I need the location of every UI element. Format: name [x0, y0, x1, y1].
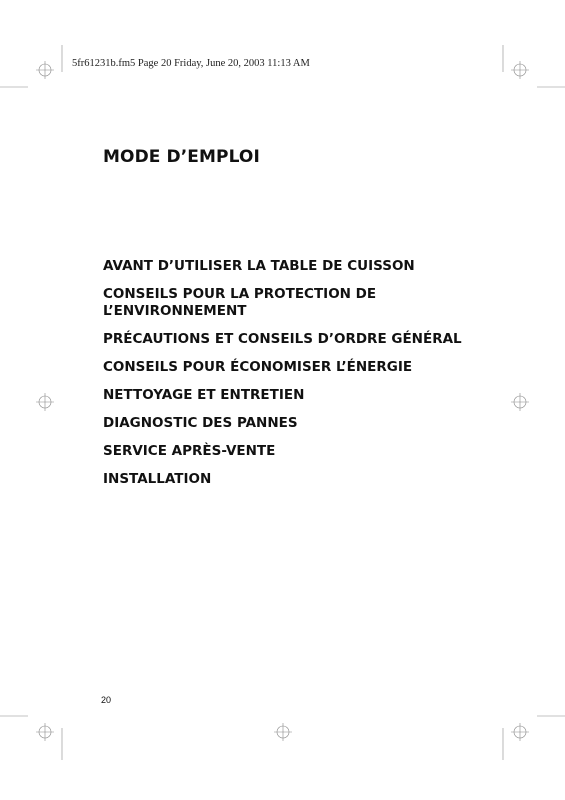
- registration-mark-icon: [36, 723, 54, 741]
- registration-mark-icon: [511, 61, 529, 79]
- toc-item: CONSEILS POUR LA PROTECTION DE L’ENVIRONNEMENT: [103, 286, 377, 319]
- toc-item: DIAGNOSTIC DES PANNES: [103, 415, 298, 431]
- toc-item: CONSEILS POUR ÉCONOMISER L’ÉNERGIE: [103, 359, 413, 375]
- registration-mark-icon: [511, 723, 529, 741]
- table-of-contents: [103, 258, 473, 499]
- page-title: MODE D’EMPLOI: [103, 147, 260, 167]
- toc-item: SERVICE APRÈS-VENTE: [103, 443, 276, 459]
- file-slug-header: 5fr61231b.fm5 Page 20 Friday, June 20, 2003 11:13 AM: [72, 58, 310, 69]
- registration-mark-icon: [36, 61, 54, 79]
- toc-item: AVANT D’UTILISER LA TABLE DE CUISSON: [103, 258, 415, 274]
- registration-mark-icon: [274, 723, 292, 741]
- registration-mark-icon: [511, 393, 529, 411]
- toc-item: INSTALLATION: [103, 471, 212, 487]
- toc-item: PRÉCAUTIONS ET CONSEILS D’ORDRE GÉNÉRAL: [103, 331, 462, 347]
- registration-mark-icon: [36, 393, 54, 411]
- toc-item: NETTOYAGE ET ENTRETIEN: [103, 387, 305, 403]
- page-number: 20: [101, 695, 112, 705]
